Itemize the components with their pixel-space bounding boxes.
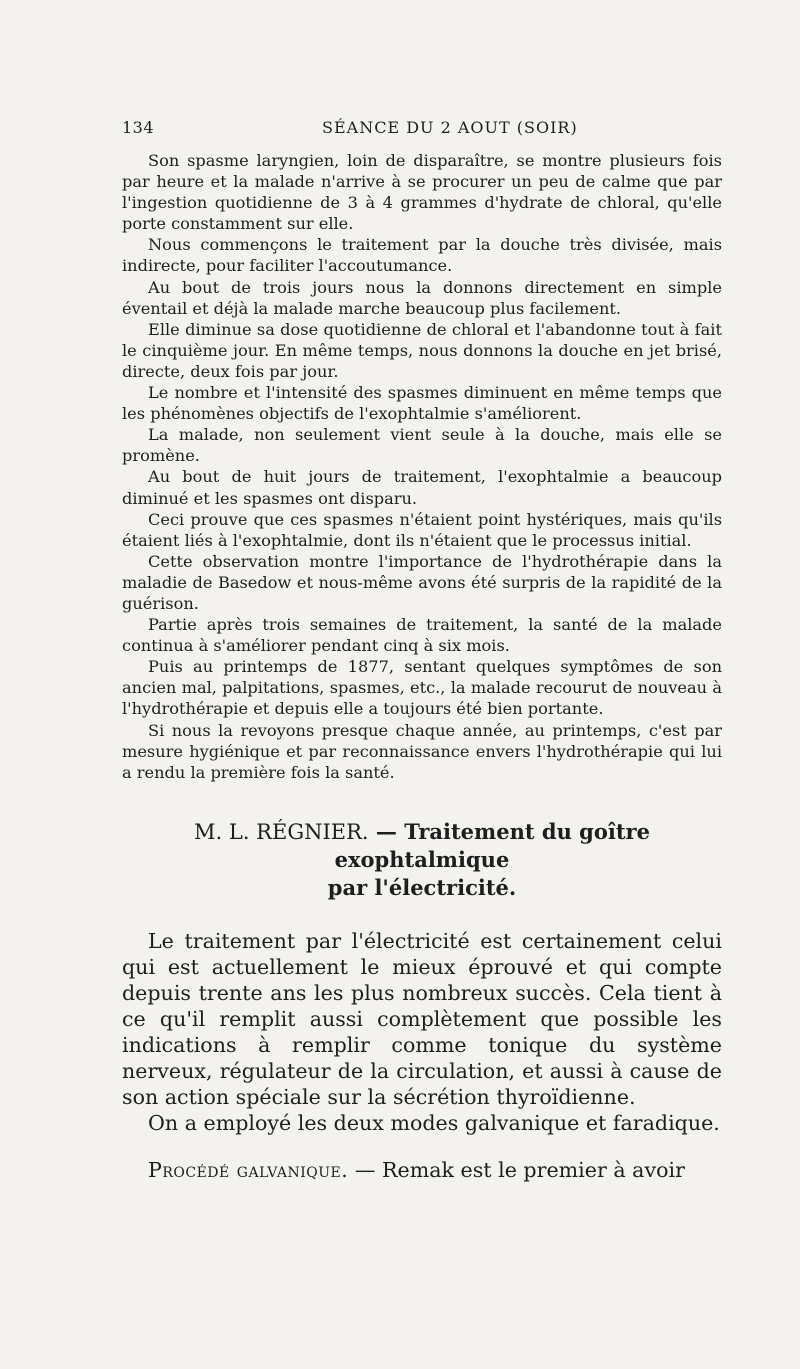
section-author: M. L. RÉGNIER. — [194, 819, 369, 844]
subsection-heading: Procédé galvanique. — [148, 1157, 349, 1182]
paragraph: Le traitement par l'électricité est certainement celui qui est actuellement le mieux éprouvé et qui compte depuis trente ans les plus nombreux succès. Cela tient à ce qu'il remplit aussi complètement que possible les indications à remplir comme tonique du système nerveux, régulateur de la circulation, et aussi à cause de son action spéciale sur la sécrétion thyroïdienne. — [122, 928, 722, 1110]
paragraph: Au bout de huit jours de traitement, l'exophtalmie a beaucoup diminué et les spasmes ont disparu. — [122, 467, 722, 508]
last-paragraph — [122, 1157, 722, 1183]
section-title-line-1 — [122, 818, 722, 874]
section-title-text: Traitement du goître exophtalmique — [334, 818, 650, 872]
paragraph: Puis au printemps de 1877, sentant quelques symptômes de son ancien mal, palpitations, spasmes, etc., la malade recourut de nouveau à l'hydrothérapie et depuis elle a toujours été bien portante. — [122, 657, 722, 719]
paragraph: Partie après trois semaines de traitement, la santé de la malade continua à s'améliorer pendant cinq à six mois. — [122, 615, 722, 656]
paragraph: On a employé les deux modes galvanique et faradique. — [148, 1111, 720, 1136]
paragraph: Le nombre et l'intensité des spasmes diminuent en même temps que les phénomènes objectifs de l'exophtalmie s'améliorent. — [122, 383, 722, 424]
paragraph: Cette observation montre l'importance de l'hydrothérapie dans la maladie de Basedow et nous-même avons été surpris de la rapidité de la guérison. — [122, 551, 722, 613]
section-title — [122, 818, 722, 902]
paragraph: Ceci prouve que ces spasmes n'étaient point hystériques, mais qu'ils étaient liés à l'exophtalmie, dont ils n'étaient que le processus initial. — [122, 509, 722, 550]
paragraph: Si nous la revoyons presque chaque année, au printemps, c'est par mesure hygiénique et par reconnaissance envers l'hydrothérapie qui lui a rendu la première fois la santé. — [122, 720, 722, 782]
case-report — [122, 150, 722, 783]
running-title: SÉANCE DU 2 AOUT (SOIR) — [322, 118, 578, 137]
paragraph: Son spasme laryngien, loin de disparaître, se montre plusieurs fois par heure et la malade n'arrive à se procurer un peu de calme que par l'ingestion quotidienne de 3 à 4 grammes d'hydrate de chloral, qu'elle porte constamment sur elle. — [122, 151, 722, 234]
section-title-line-2: par l'électricité. — [327, 874, 517, 900]
section-body — [122, 928, 722, 1183]
running-head — [122, 118, 722, 142]
paragraph: Nous commençons le traitement par la douche très divisée, mais indirecte, pour faciliter l'accoutumance. — [122, 235, 722, 276]
paragraph: Elle diminue sa dose quotidienne de chloral et l'abandonne tout à fait le cinquième jour. En même temps, nous donnons la douche en jet brisé, directe, deux fois par jour. — [122, 319, 722, 381]
page-number: 134 — [122, 118, 155, 137]
page — [122, 118, 722, 1183]
paragraph: Au bout de trois jours nous la donnons directement en simple éventail et déjà la malade marche beaucoup plus facilement. — [122, 277, 722, 318]
paragraph-text: — Remak est le premier à avoir — [348, 1157, 685, 1182]
paragraph: La malade, non seulement vient seule à la douche, mais elle se promène. — [122, 425, 722, 466]
title-dash: — — [368, 818, 405, 844]
